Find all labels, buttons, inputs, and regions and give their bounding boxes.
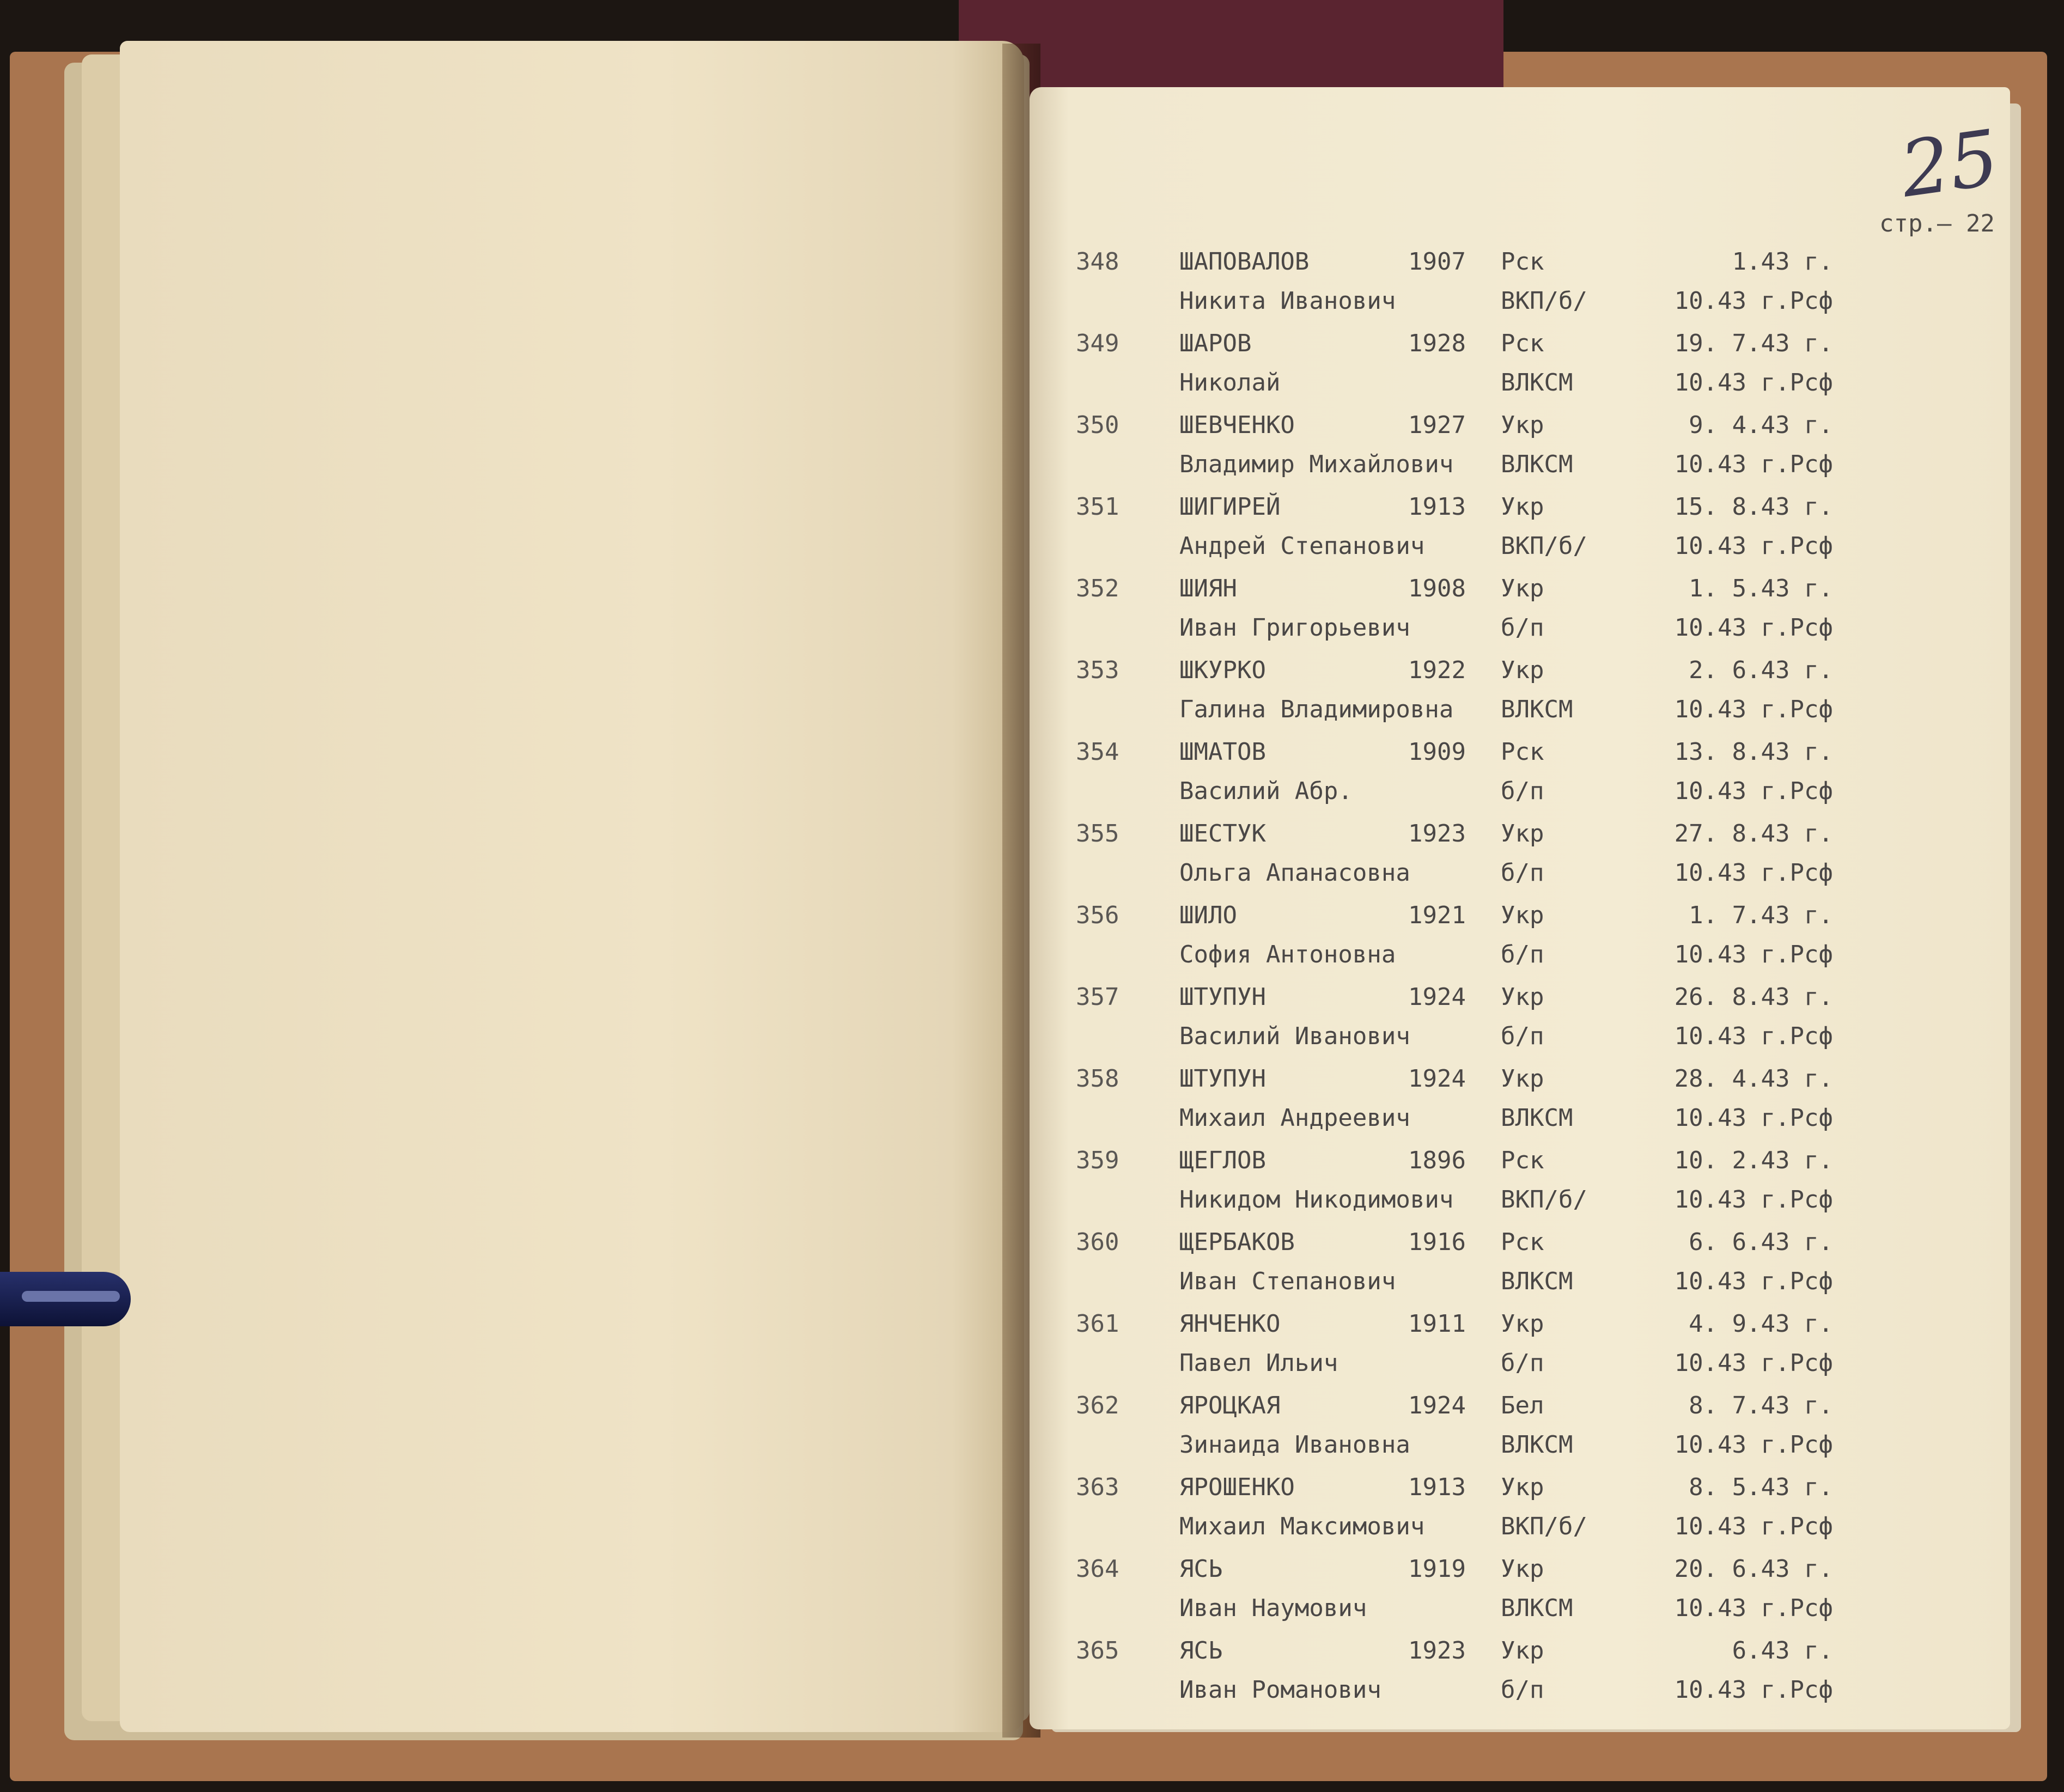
entry-given-name: Михаил Максимович (1179, 1513, 1425, 1540)
entry-date: 2. 6.43 г. (1689, 656, 1833, 684)
entry-party: ВКП/б/ (1501, 287, 1587, 315)
entry-nationality: Укр (1501, 1065, 1544, 1093)
entry-date: 6.43 г. (1732, 1637, 1833, 1665)
entry-surname: ЯРОШЕНКО (1179, 1473, 1295, 1501)
entry-party: ВКП/б/ (1501, 1513, 1587, 1540)
entry-record: 10.43 г.Рсф (1674, 941, 1833, 968)
entry-birth-year: 1928 (1408, 330, 1466, 357)
entry-date: 20. 6.43 г. (1674, 1555, 1833, 1583)
entry-date: 10. 2.43 г. (1674, 1147, 1833, 1174)
entry-given-name: Иван Григорьевич (1179, 614, 1410, 642)
entry-nationality: Укр (1501, 1310, 1544, 1338)
entry-date: 8. 5.43 г. (1689, 1473, 1833, 1501)
entry-birth-year: 1927 (1408, 411, 1466, 439)
entry-date: 28. 4.43 г. (1674, 1065, 1833, 1093)
entry-given-name: Галина Владимировна (1179, 696, 1454, 723)
entry-given-name: Николай (1179, 369, 1281, 397)
entry-surname: ЯСЬ (1179, 1555, 1223, 1583)
entry-date: 8. 7.43 г. (1689, 1392, 1833, 1419)
entry-surname: ЯРОЦКАЯ (1179, 1392, 1281, 1419)
entry-party: ВКП/б/ (1501, 1186, 1587, 1214)
entry-birth-year: 1911 (1408, 1310, 1466, 1338)
entry-given-name: София Антоновна (1179, 941, 1396, 968)
entry-surname: ШАПОВАЛОВ (1179, 248, 1310, 276)
entry-number: 354 (1076, 738, 1119, 766)
entry-number: 364 (1076, 1555, 1119, 1583)
register-entry (1076, 1147, 1947, 1228)
folio-number: 25 (1895, 113, 2004, 215)
entry-given-name: Ольга Апанасовна (1179, 859, 1410, 887)
entry-surname: ЩЕГЛОВ (1179, 1147, 1266, 1174)
entry-record: 10.43 г.Рсф (1674, 1431, 1833, 1459)
entry-number: 363 (1076, 1473, 1119, 1501)
entry-party: б/п (1501, 859, 1544, 887)
entry-number: 358 (1076, 1065, 1119, 1093)
entry-birth-year: 1907 (1408, 248, 1466, 276)
entry-party: ВЛКСМ (1501, 696, 1573, 723)
entry-birth-year: 1924 (1408, 1392, 1466, 1419)
entry-birth-year: 1922 (1408, 656, 1466, 684)
entry-record: 10.43 г.Рсф (1674, 614, 1833, 642)
entry-surname: ШЕСТУК (1179, 820, 1266, 848)
entry-party: ВЛКСМ (1501, 1431, 1573, 1459)
entry-birth-year: 1924 (1408, 1065, 1466, 1093)
entry-given-name: Михаил Андреевич (1179, 1104, 1410, 1132)
entry-birth-year: 1923 (1408, 1637, 1466, 1665)
entry-record: 10.43 г.Рсф (1674, 1104, 1833, 1132)
entry-surname: ШИГИРЕЙ (1179, 493, 1281, 521)
entry-number: 360 (1076, 1228, 1119, 1256)
entry-record: 10.43 г.Рсф (1674, 1267, 1833, 1295)
entry-party: ВЛКСМ (1501, 1104, 1573, 1132)
entry-party: б/п (1501, 614, 1544, 642)
entry-given-name: Владимир Михайлович (1179, 450, 1454, 478)
entry-date: 1.43 г. (1732, 248, 1833, 276)
entry-party: ВКП/б/ (1501, 532, 1587, 560)
entry-record: 10.43 г.Рсф (1674, 1349, 1833, 1377)
entry-date: 15. 8.43 г. (1674, 493, 1833, 521)
entry-birth-year: 1919 (1408, 1555, 1466, 1583)
register-entry (1076, 248, 1947, 330)
entry-date: 26. 8.43 г. (1674, 983, 1833, 1011)
register-entry (1076, 820, 1947, 901)
entry-nationality: Рск (1501, 1147, 1544, 1174)
entry-given-name: Никидом Никодимович (1179, 1186, 1454, 1214)
entry-birth-year: 1923 (1408, 820, 1466, 848)
entry-number: 348 (1076, 248, 1119, 276)
entry-number: 365 (1076, 1637, 1119, 1665)
entry-surname: ЯСЬ (1179, 1637, 1223, 1665)
entry-given-name: Павел Ильич (1179, 1349, 1338, 1377)
register-entry (1076, 575, 1947, 656)
entry-party: ВЛКСМ (1501, 450, 1573, 478)
entry-given-name: Иван Степанович (1179, 1267, 1396, 1295)
entry-record: 10.43 г.Рсф (1674, 1186, 1833, 1214)
entry-date: 1. 7.43 г. (1689, 901, 1833, 929)
register-entry (1076, 1473, 1947, 1555)
entry-number: 353 (1076, 656, 1119, 684)
entry-given-name: Андрей Степанович (1179, 532, 1425, 560)
entry-record: 10.43 г.Рсф (1674, 532, 1833, 560)
entry-date: 27. 8.43 г. (1674, 820, 1833, 848)
entry-nationality: Укр (1501, 1473, 1544, 1501)
entry-number: 357 (1076, 983, 1119, 1011)
register-entry (1076, 411, 1947, 493)
register-entry (1076, 738, 1947, 820)
entry-nationality: Рск (1501, 330, 1544, 357)
entry-birth-year: 1909 (1408, 738, 1466, 766)
entry-surname: ЩЕРБАКОВ (1179, 1228, 1295, 1256)
entry-record: 10.43 г.Рсф (1674, 859, 1833, 887)
entry-birth-year: 1921 (1408, 901, 1466, 929)
entry-surname: ШКУРКО (1179, 656, 1266, 684)
entry-nationality: Укр (1501, 1555, 1544, 1583)
entry-nationality: Бел (1501, 1392, 1544, 1419)
register-entry (1076, 330, 1947, 411)
entry-surname: ШТУПУН (1179, 1065, 1266, 1093)
entry-record: 10.43 г.Рсф (1674, 696, 1833, 723)
entry-surname: ШМАТОВ (1179, 738, 1266, 766)
entry-nationality: Укр (1501, 983, 1544, 1011)
entry-record: 10.43 г.Рсф (1674, 1594, 1833, 1622)
entry-nationality: Рск (1501, 1228, 1544, 1256)
entry-birth-year: 1913 (1408, 493, 1466, 521)
entry-party: б/п (1501, 1349, 1544, 1377)
entry-birth-year: 1924 (1408, 983, 1466, 1011)
entry-given-name: Никита Иванович (1179, 287, 1396, 315)
entry-party: ВЛКСМ (1501, 369, 1573, 397)
entry-surname: ШЕВЧЕНКО (1179, 411, 1295, 439)
entry-nationality: Укр (1501, 901, 1544, 929)
entry-number: 362 (1076, 1392, 1119, 1419)
entry-number: 359 (1076, 1147, 1119, 1174)
entry-surname: ШИЛО (1179, 901, 1237, 929)
entry-number: 361 (1076, 1310, 1119, 1338)
entry-given-name: Василий Абр. (1179, 777, 1353, 805)
entry-number: 355 (1076, 820, 1119, 848)
entry-record: 10.43 г.Рсф (1674, 287, 1833, 315)
entry-surname: ШТУПУН (1179, 983, 1266, 1011)
register-entry (1076, 901, 1947, 983)
entry-date: 4. 9.43 г. (1689, 1310, 1833, 1338)
entry-record: 10.43 г.Рсф (1674, 1676, 1833, 1704)
entry-record: 10.43 г.Рсф (1674, 1022, 1833, 1050)
entry-given-name: Иван Наумович (1179, 1594, 1367, 1622)
entry-surname: ШАРОВ (1179, 330, 1252, 357)
entry-birth-year: 1908 (1408, 575, 1466, 602)
entry-nationality: Укр (1501, 493, 1544, 521)
register-entry (1076, 1637, 1947, 1718)
entry-party: б/п (1501, 941, 1544, 968)
register-entry (1076, 1228, 1947, 1310)
register-entry (1076, 656, 1947, 738)
entry-date: 19. 7.43 г. (1674, 330, 1833, 357)
entry-date: 13. 8.43 г. (1674, 738, 1833, 766)
entry-birth-year: 1913 (1408, 1473, 1466, 1501)
entry-nationality: Укр (1501, 1637, 1544, 1665)
entry-number: 350 (1076, 411, 1119, 439)
entry-nationality: Рск (1501, 738, 1544, 766)
left-page-blank (120, 41, 1024, 1732)
register-entry (1076, 983, 1947, 1065)
entry-surname: ШИЯН (1179, 575, 1237, 602)
entry-number: 349 (1076, 330, 1119, 357)
entry-party: ВЛКСМ (1501, 1267, 1573, 1295)
entry-date: 1. 5.43 г. (1689, 575, 1833, 602)
entry-record: 10.43 г.Рсф (1674, 777, 1833, 805)
entry-nationality: Укр (1501, 656, 1544, 684)
entry-number: 356 (1076, 901, 1119, 929)
entry-nationality: Укр (1501, 411, 1544, 439)
entry-date: 6. 6.43 г. (1689, 1228, 1833, 1256)
register-entry (1076, 1065, 1947, 1147)
pen-clip (22, 1291, 120, 1302)
entry-nationality: Укр (1501, 820, 1544, 848)
entry-given-name: Зинаида Ивановна (1179, 1431, 1410, 1459)
register-entry (1076, 1310, 1947, 1392)
register-entry (1076, 493, 1947, 575)
entry-party: б/п (1501, 777, 1544, 805)
entry-number: 352 (1076, 575, 1119, 602)
entry-given-name: Василий Иванович (1179, 1022, 1410, 1050)
entry-number: 351 (1076, 493, 1119, 521)
entry-record: 10.43 г.Рсф (1674, 450, 1833, 478)
register-entry (1076, 1555, 1947, 1637)
page-label: стр.– 22 (1879, 210, 1995, 237)
entry-party: б/п (1501, 1022, 1544, 1050)
entry-birth-year: 1916 (1408, 1228, 1466, 1256)
entry-party: ВЛКСМ (1501, 1594, 1573, 1622)
entry-surname: ЯНЧЕНКО (1179, 1310, 1281, 1338)
entry-nationality: Укр (1501, 575, 1544, 602)
entry-nationality: Рск (1501, 248, 1544, 276)
entry-date: 9. 4.43 г. (1689, 411, 1833, 439)
register-entry (1076, 1392, 1947, 1473)
entry-party: б/п (1501, 1676, 1544, 1704)
entry-record: 10.43 г.Рсф (1674, 1513, 1833, 1540)
entry-birth-year: 1896 (1408, 1147, 1466, 1174)
entry-given-name: Иван Романович (1179, 1676, 1381, 1704)
entry-record: 10.43 г.Рсф (1674, 369, 1833, 397)
